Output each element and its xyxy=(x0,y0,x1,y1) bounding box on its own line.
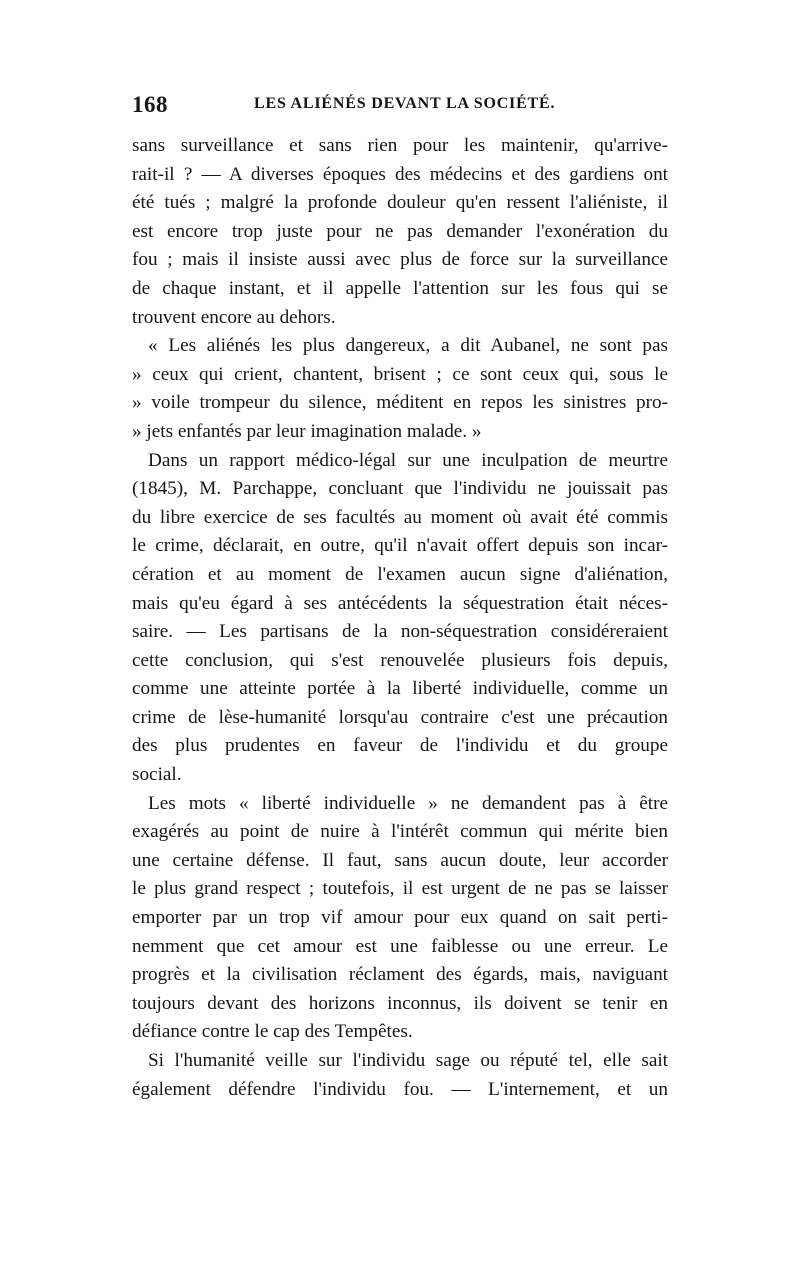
page-header xyxy=(132,92,668,120)
text-line: été tués ; malgré la profonde douleur qu'en ressent l'aliéniste, il xyxy=(132,192,668,214)
text-line: saire. — Les partisans de la non-séquestration considéreraient xyxy=(132,621,668,643)
text-line: rait-il ? — A diverses époques des médecins et des gardiens ont xyxy=(132,163,668,185)
text-line: également défendre l'individu fou. — L'internement, et un xyxy=(132,1078,668,1100)
text-line: nemment que cet amour est une faiblesse ou une erreur. Le xyxy=(132,935,668,957)
running-head: LES ALIÉNÉS DEVANT LA SOCIÉTÉ. xyxy=(254,95,556,112)
text-line: » ceux qui crient, chantent, brisent ; ce sont ceux qui, sous le xyxy=(132,363,668,385)
text-line: comme une atteinte portée à la liberté individuelle, comme un xyxy=(132,678,668,700)
text-line: du libre exercice de ses facultés au moment où avait été commis xyxy=(132,506,668,528)
text-line: fou ; mais il insiste aussi avec plus de force sur la surveillance xyxy=(132,249,668,271)
text-line: le crime, déclarait, en outre, qu'il n'avait offert depuis son incar- xyxy=(132,535,668,557)
text-line: exagérés au point de nuire à l'intérêt commun qui mérite bien xyxy=(132,821,668,843)
text-line: mais qu'eu égard à ses antécédents la séquestration était néces- xyxy=(132,592,668,614)
text-line: toujours devant des horizons inconnus, ils doivent se tenir en xyxy=(132,992,668,1014)
text-line: Les mots « liberté individuelle » ne demandent pas à être xyxy=(148,792,668,814)
page-number: 168 xyxy=(132,92,168,117)
text-line: cération et au moment de l'examen aucun signe d'aliénation, xyxy=(132,563,668,585)
text-line: le plus grand respect ; toutefois, il est urgent de ne pas se laisser xyxy=(132,878,668,900)
text-line: emporter par un trop vif amour pour eux quand on sait perti- xyxy=(132,907,668,929)
text-line: des plus prudentes en faveur de l'individu et du groupe xyxy=(132,735,668,757)
text-line: défiance contre le cap des Tempêtes. xyxy=(132,1021,413,1043)
text-line: trouvent encore au dehors. xyxy=(132,306,336,328)
text-line: sans surveillance et sans rien pour les maintenir, qu'arrive- xyxy=(132,135,668,156)
text-line: Si l'humanité veille sur l'individu sage ou réputé tel, elle sait xyxy=(148,1050,668,1071)
text-line: « Les aliénés les plus dangereux, a dit Aubanel, ne sont pas xyxy=(148,335,668,357)
text-line: de chaque instant, et il appelle l'attention sur les fous qui se xyxy=(132,277,668,299)
text-line: social. xyxy=(132,764,182,786)
text-line: » voile trompeur du silence, méditent en repos les sinistres pro- xyxy=(132,392,668,414)
text-line: est encore trop juste pour ne pas demander l'exonération du xyxy=(132,220,668,242)
text-line: crime de lèse-humanité lorsqu'au contraire c'est une précaution xyxy=(132,706,668,728)
text-line: progrès et la civilisation réclament des égards, mais, naviguant xyxy=(132,964,668,986)
body-text xyxy=(132,132,668,1104)
text-line: (1845), M. Parchappe, concluant que l'individu ne jouissait pas xyxy=(132,478,668,500)
text-line: cette conclusion, qui s'est renouvelée plusieurs fois depuis, xyxy=(132,649,668,671)
text-line: » jets enfantés par leur imagination malade. » xyxy=(132,420,482,442)
text-line: Dans un rapport médico-légal sur une inculpation de meurtre xyxy=(148,449,668,471)
text-line: une certaine défense. Il faut, sans aucun doute, leur accorder xyxy=(132,849,668,871)
